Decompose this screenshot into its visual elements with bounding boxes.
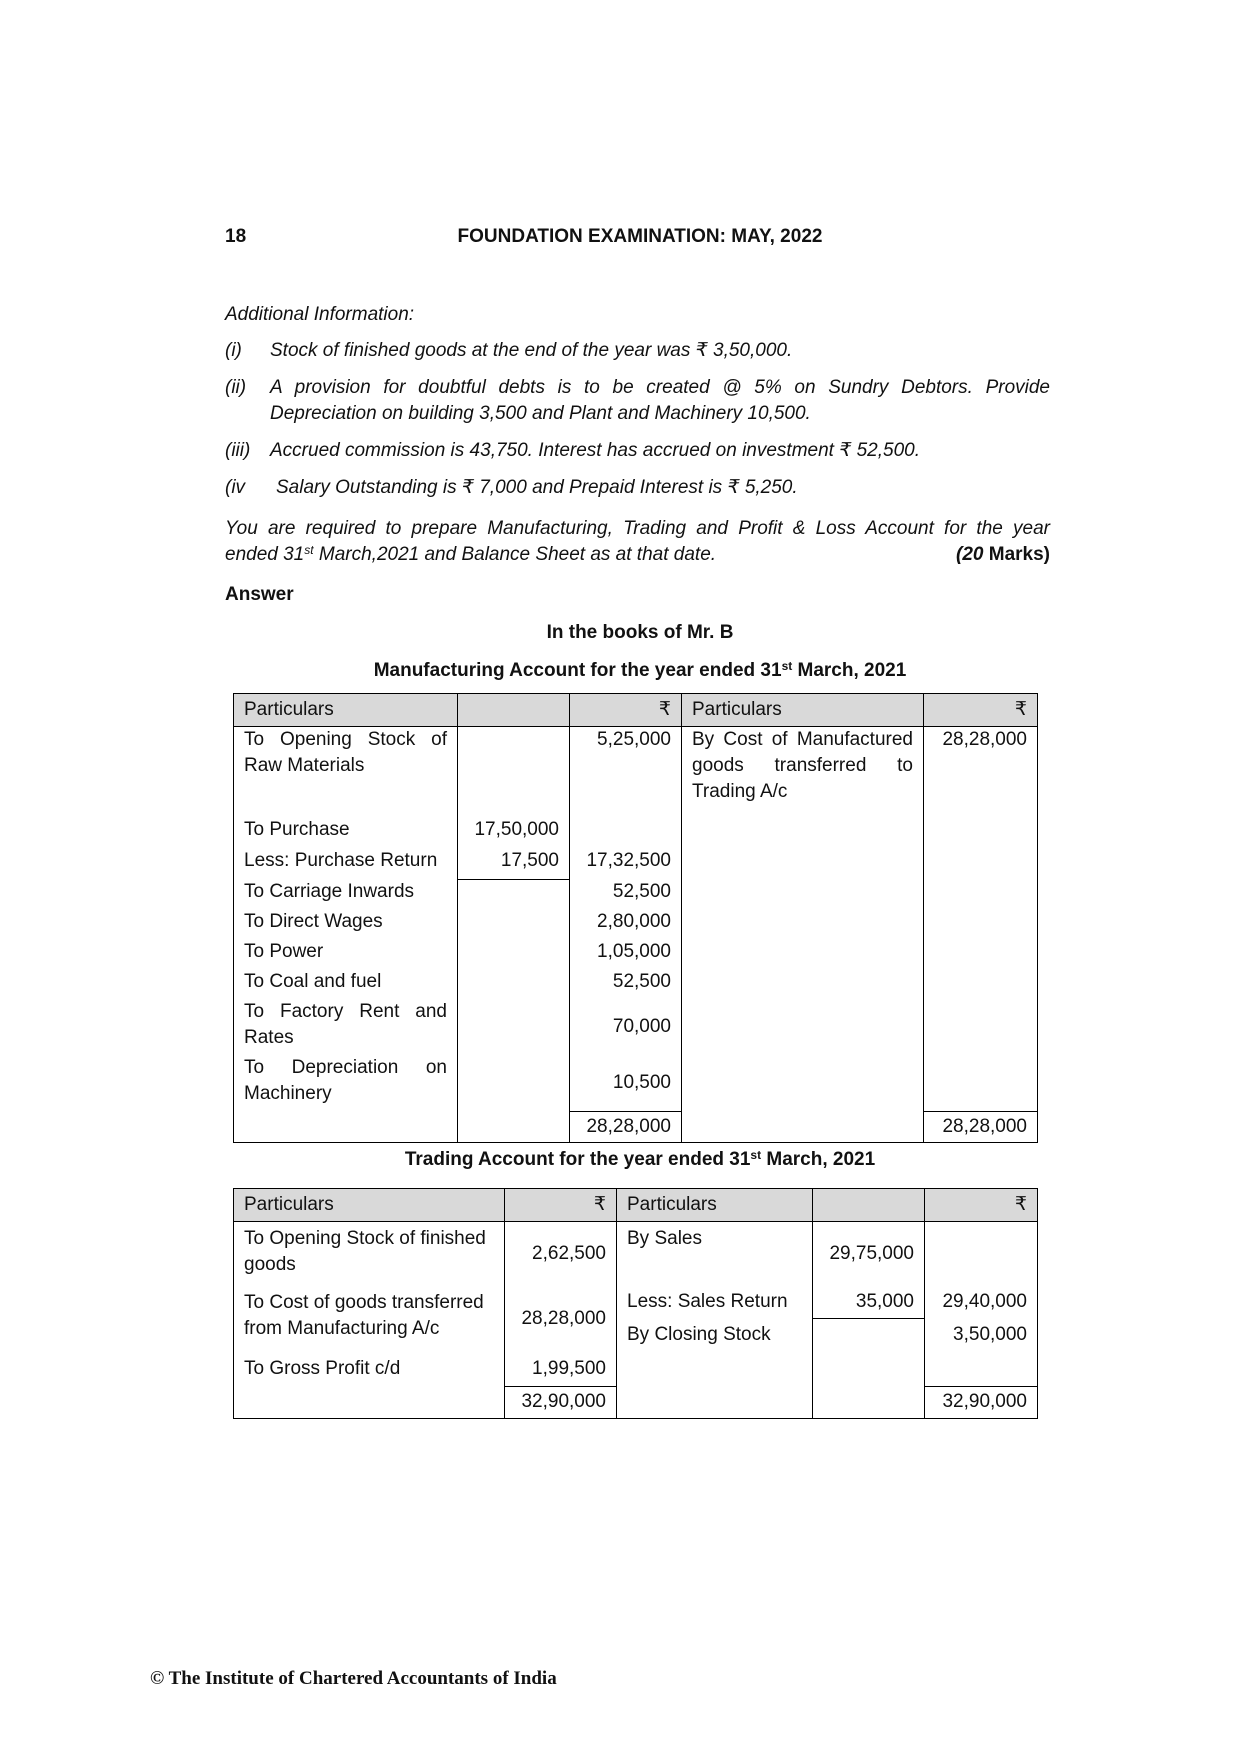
total-blank [458, 1111, 570, 1143]
row-label-right: By Closing Stock [617, 1318, 813, 1352]
header-blank [458, 694, 570, 727]
row-label: To Power [234, 939, 458, 969]
row-amount: 70,000 [570, 999, 682, 1055]
manufacturing-account-table [233, 693, 1038, 1143]
table-header-row [234, 1189, 1038, 1222]
answer-label: Answer [225, 584, 294, 605]
row-inner [458, 939, 570, 969]
row-label: To Opening Stock of Raw Materials [234, 727, 458, 818]
row-inner [458, 879, 570, 909]
trading-account-table [233, 1188, 1038, 1419]
row-amount-right: 3,50,000 [925, 1318, 1038, 1352]
info-item-number: (ii) [225, 377, 247, 398]
row-label-right: Less: Sales Return [617, 1286, 813, 1318]
row-amount-right: 29,40,000 [925, 1286, 1038, 1318]
header-particulars-right: Particulars [617, 1189, 813, 1222]
row-inner [458, 969, 570, 999]
row-label: To Coal and fuel [234, 969, 458, 999]
row-label: To Purchase [234, 817, 458, 848]
page-header-title: FOUNDATION EXAMINATION: MAY, 2022 [457, 226, 823, 247]
table-row [234, 1352, 1038, 1386]
row-amount [570, 817, 682, 848]
total-left: 28,28,000 [570, 1111, 682, 1143]
total-row [234, 1386, 1038, 1419]
right-label: By Cost of Manufactured goods transferred to Trading A/c [682, 727, 924, 1112]
row-inner [458, 909, 570, 939]
row-blank [617, 1352, 813, 1386]
row-amount: 1,05,000 [570, 939, 682, 969]
info-item-text: Accrued commission is 43,750. Interest has accrued on investment ₹ 52,500. [270, 440, 920, 461]
row-label: To Gross Profit c/d [234, 1352, 505, 1386]
row-label-right: By Sales [617, 1222, 813, 1287]
row-amount: 10,500 [570, 1055, 682, 1111]
info-item-text: Stock of finished goods at the end of the year was ₹ 3,50,000. [270, 340, 793, 361]
row-amount: 2,62,500 [505, 1222, 617, 1287]
info-item-1 [225, 338, 1050, 364]
header-rupee-left: ₹ [505, 1189, 617, 1222]
row-inner: 17,50,000 [458, 817, 570, 848]
books-title: In the books of Mr. B [546, 622, 734, 643]
row-amount: 2,80,000 [570, 909, 682, 939]
total-blank [234, 1111, 458, 1143]
total-blank [813, 1386, 925, 1419]
row-amount: 5,25,000 [570, 727, 682, 818]
header-rupee-right: ₹ [924, 694, 1038, 727]
row-blank [813, 1352, 925, 1386]
row-label: To Factory Rent and Rates [234, 999, 458, 1055]
row-label: To Cost of goods transferred from Manufacturing A/c [234, 1286, 505, 1352]
right-amount: 28,28,000 [924, 727, 1038, 1112]
additional-info-title: Additional Information: [225, 304, 415, 325]
row-amount: 52,500 [570, 879, 682, 909]
header-rupee-right: ₹ [925, 1189, 1038, 1222]
total-blank [682, 1111, 924, 1143]
row-label: To Opening Stock of finished goods [234, 1222, 505, 1287]
row-label: Less: Purchase Return [234, 848, 458, 879]
manufacturing-account-title: Manufacturing Account for the year ended 31st March, 2021 [373, 659, 907, 681]
total-right: 28,28,000 [924, 1111, 1038, 1143]
table-row [234, 727, 1038, 818]
row-inner: 17,500 [458, 848, 570, 879]
row-amount: 28,28,000 [505, 1286, 617, 1352]
info-item-number: (i) [225, 340, 242, 361]
row-blank [925, 1352, 1038, 1386]
info-item-number: (iv [225, 477, 246, 498]
footer-copyright: © The Institute of Chartered Accountants of India [150, 1668, 557, 1689]
requirement-line-1: You are required to prepare Manufacturing, Trading and Profit & Loss Account for the year [225, 518, 1050, 539]
total-right: 32,90,000 [925, 1386, 1038, 1419]
row-inner-right: 35,000 [813, 1286, 925, 1318]
header-blank [813, 1189, 925, 1222]
row-inner-right: 29,75,000 [813, 1222, 925, 1287]
total-blank [234, 1386, 505, 1419]
table-row [234, 1222, 1038, 1287]
row-amount-right [925, 1222, 1038, 1287]
info-item-text: A provision for doubtful debts is to be created @ 5% on Sundry Debtors. Provide Depreciation on building 3,500 and Plant and Machinery 10,500. [270, 377, 1050, 424]
row-amount: 52,500 [570, 969, 682, 999]
header-particulars-left: Particulars [234, 1189, 505, 1222]
row-inner [458, 1055, 570, 1111]
requirement-line-2: ended 31st March,2021 and Balance Sheet as at that date. [225, 543, 717, 565]
row-inner [458, 727, 570, 818]
row-label: To Carriage Inwards [234, 879, 458, 909]
row-amount: 17,32,500 [570, 848, 682, 879]
info-item-text: Salary Outstanding is ₹ 7,000 and Prepaid Interest is ₹ 5,250. [276, 477, 798, 498]
total-blank [617, 1386, 813, 1419]
header-rupee-left: ₹ [570, 694, 682, 727]
row-label: To Depreciation on Machinery [234, 1055, 458, 1111]
header-particulars-left: Particulars [234, 694, 458, 727]
row-inner [458, 999, 570, 1055]
requirement-text [225, 516, 1050, 568]
info-item-4 [225, 475, 1050, 501]
page-number: 18 [225, 226, 247, 247]
header-particulars-right: Particulars [682, 694, 924, 727]
info-item-number: (iii) [225, 440, 251, 461]
table-header-row [234, 694, 1038, 727]
total-row [234, 1111, 1038, 1143]
marks-label: (20 Marks) [956, 544, 1050, 565]
info-item-3 [225, 438, 1050, 464]
info-item-2 [225, 375, 1050, 427]
trading-account-title: Trading Account for the year ended 31st March, 2021 [404, 1148, 876, 1170]
total-left: 32,90,000 [505, 1386, 617, 1419]
table-row [234, 1286, 1038, 1318]
row-inner-right [813, 1318, 925, 1352]
row-label: To Direct Wages [234, 909, 458, 939]
row-amount: 1,99,500 [505, 1352, 617, 1386]
